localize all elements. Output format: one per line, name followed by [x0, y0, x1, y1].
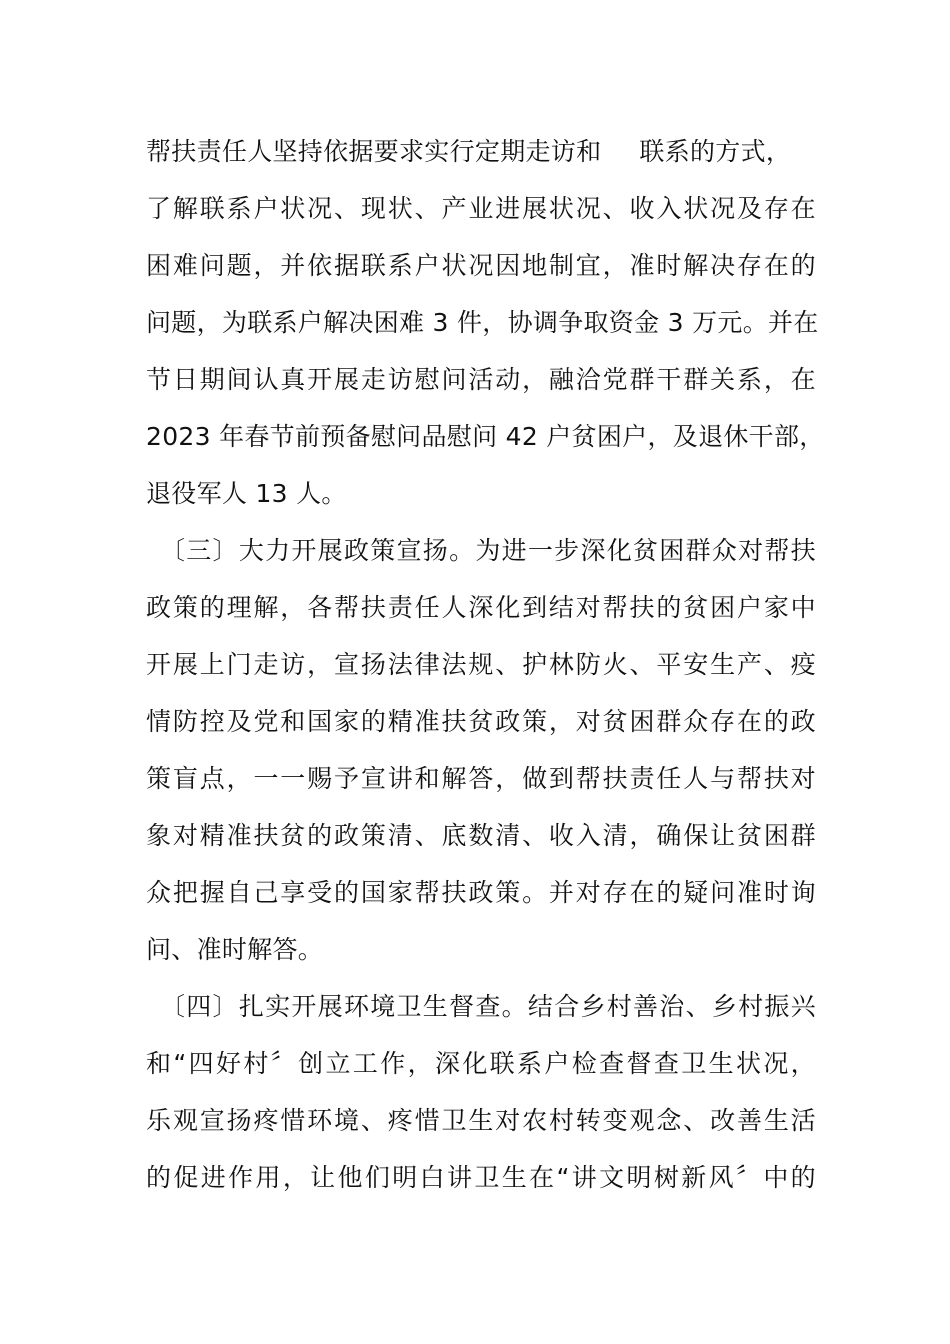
- p1-line1: [146, 132, 816, 172]
- p3-line2: 和“四好村〞创立工作，深化联系户检查督查卫生状况，: [146, 1049, 816, 1078]
- p2-line1: 〔三〕大力开展政策宣扬。为进一步深化贫困群众对帮扶: [160, 536, 816, 565]
- p1-line7: 退役军人 13 人。: [146, 479, 347, 508]
- p1-line3: 困难问题，并依据联系户状况因地制宜，准时解决存在的: [146, 251, 816, 280]
- p2-line5: 策盲点，一一赐予宣讲和解答，做到帮扶责任人与帮扶对: [146, 764, 816, 793]
- p3-line1: 〔四〕扎实开展环境卫生督查。结合乡村善治、乡村振兴: [160, 992, 816, 1021]
- p2-line2: 政策的理解，各帮扶责任人深化到结对帮扶的贫困户家中: [146, 593, 816, 622]
- p3-line3: 乐观宣扬疼惜环境、疼惜卫生对农村转变观念、改善生活: [146, 1106, 816, 1135]
- p1-line1-part-b: 联系的方式，: [639, 137, 792, 166]
- p2-line6: 象对精准扶贫的政策清、底数清、收入清，确保让贫困群: [146, 821, 816, 850]
- p1-line4: 问题，为联系户解决困难 3 件，协调争取资金 3 万元。并在: [146, 308, 819, 337]
- p2-line4: 情防控及党和国家的精准扶贫政策，对贫困群众存在的政: [146, 707, 816, 736]
- p1-line2: 了解联系户状况、现状、产业进展状况、收入状况及存在: [146, 194, 816, 223]
- p2-line7: 众把握自己享受的国家帮扶政策。并对存在的疑问准时询: [146, 878, 816, 907]
- p2-line8: 问、准时解答。: [146, 935, 324, 964]
- p2-line3: 开展上门走访，宣扬法律法规、护林防火、平安生产、疫: [146, 650, 816, 679]
- p1-line5: 节日期间认真开展走访慰问活动，融洽党群干群关系，在: [146, 365, 816, 394]
- p1-line6: 2023 年春节前预备慰问品慰问 42 户贫困户，及退休干部，: [146, 422, 825, 451]
- p3-line4: 的促进作用，让他们明白讲卫生在“讲文明树新风〞中的: [146, 1163, 816, 1192]
- p1-line1-part-a: 帮扶责任人坚持依据要求实行定期走访和: [146, 137, 602, 166]
